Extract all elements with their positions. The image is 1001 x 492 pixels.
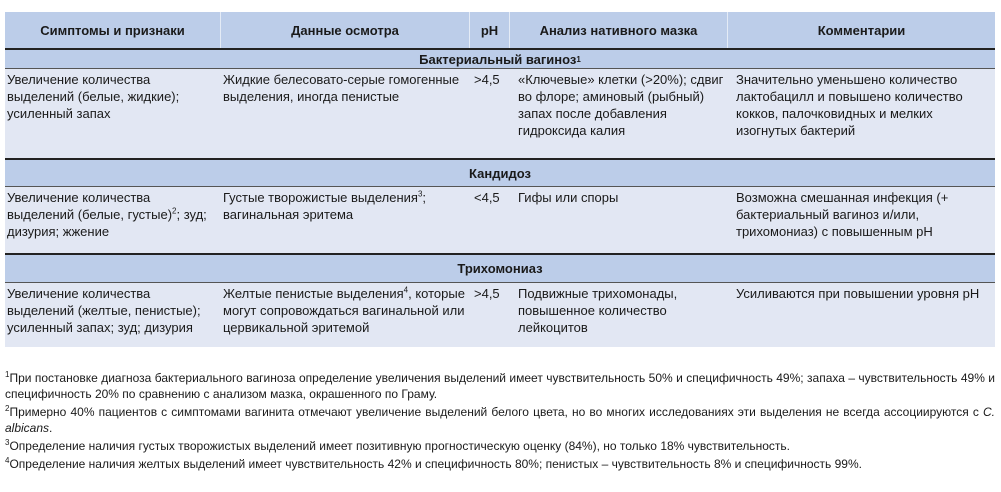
cell-exam [221, 187, 470, 253]
exam-text: Густые творожистые выделения [223, 190, 418, 205]
footnote-text: Определение наличия желтых выделений имеет чувствительность 42% и специфичность 80%; пенистых – чувствительность 8% и специфичность 99%. [9, 457, 862, 471]
cell-smear: «Ключевые» клетки (>20%); сдвиг во флоре; аминовый (рыбный) запах после добавления гидроксида калия [518, 72, 724, 138]
footnote-4 [5, 456, 995, 472]
footnote-1 [5, 370, 995, 402]
table-header [5, 12, 995, 50]
section-title-bacterial-vaginosis [5, 50, 995, 69]
footnote-ref: 1 [576, 54, 581, 64]
col-header-symptoms: Симптомы и признаки [5, 12, 221, 48]
col-header-ph: pH [470, 12, 510, 48]
cell-exam [221, 283, 470, 347]
cell-symptoms [5, 283, 221, 347]
symptoms-text: Увеличение количества выделений (желтые, пенистые); усиленный запах; зуд; дизурия [7, 286, 201, 335]
vaginitis-table [5, 12, 995, 347]
footnote-ref: 4 [403, 285, 409, 295]
cell-comments: Усиливаются при повышении уровня pH [736, 286, 980, 301]
footnote-number: 1 [5, 370, 10, 379]
footnote-2 [5, 404, 995, 436]
table-row [5, 283, 995, 347]
footnote-text-tail: . [49, 421, 53, 435]
cell-symptoms [5, 187, 221, 253]
cell-ph: <4,5 [474, 190, 500, 205]
section-title-text: Бактериальный вагиноз [419, 51, 577, 67]
exam-text-tail: , которые могут сопровождаться вагинальной или цервикальной эритемой [223, 286, 465, 335]
footnotes [5, 370, 995, 474]
footnote-number: 4 [5, 456, 10, 465]
exam-text: Жидкие белесовато-серые гомогенные выделения, иногда пенистые [223, 72, 460, 104]
section-title-text: Кандидоз [469, 165, 531, 181]
footnote-3 [5, 438, 995, 454]
species-name: C. albicans [5, 405, 995, 435]
cell-symptoms [5, 69, 221, 158]
footnote-text: Примерно 40% пациентов с симптомами вагинита отмечают увеличение выделений белого цвета, но во многих исследованиях эти выделения не всегда ассоциируются с [9, 405, 983, 419]
exam-text-tail: ; вагинальная эритема [223, 190, 427, 222]
section-title-trichomoniasis [5, 255, 995, 283]
cell-ph: >4,5 [474, 72, 500, 87]
cell-exam [221, 69, 470, 158]
exam-text: Желтые пенистые выделения [223, 286, 404, 301]
symptoms-text-tail: ; зуд; дизурия; жжение [7, 207, 207, 239]
footnote-ref: 2 [172, 206, 177, 216]
table-row [5, 69, 995, 160]
cell-ph: >4,5 [474, 286, 500, 301]
footnote-text: Определение наличия густых творожистых выделений имеет позитивную прогностическую оценку (84%), но только 18% чувствительность. [9, 439, 791, 453]
footnote-ref: 3 [417, 189, 423, 199]
footnote-number: 3 [5, 438, 10, 447]
footnote-number: 2 [5, 404, 10, 413]
col-header-smear: Анализ нативного мазка [510, 12, 728, 48]
symptoms-text: Увеличение количества выделений (белые, густые) [7, 190, 173, 222]
cell-comments: Значительно уменьшено количество лактобацилл и повышено количество кокков, палочковидных и мелких изогнутых бактерий [736, 72, 963, 138]
col-header-comments: Комментарии [817, 22, 906, 38]
table-row [5, 187, 995, 255]
cell-smear: Гифы или споры [518, 190, 619, 205]
section-title-candidiasis [5, 160, 995, 187]
col-header-exam: Данные осмотра [221, 12, 470, 48]
footnote-text: При постановке диагноза бактериального вагиноза определение увеличения выделений имеет чувствительность 50% и специфичность 49%; запаха – чувствительность 49% и специфичность 20% по сравнению с анализом мазка, окрашенного по Граму. [5, 371, 995, 401]
symptoms-text: Увеличение количества выделений (белые, жидкие); усиленный запах [7, 72, 180, 121]
section-title-text: Трихомониаз [457, 261, 543, 276]
cell-smear: Подвижные трихомонады, повышенное количество лейкоцитов [518, 286, 678, 335]
cell-comments: Возможна смешанная инфекция (+ бактериальный вагиноз и/или, трихомониаз) с повышенным pH [736, 190, 949, 239]
